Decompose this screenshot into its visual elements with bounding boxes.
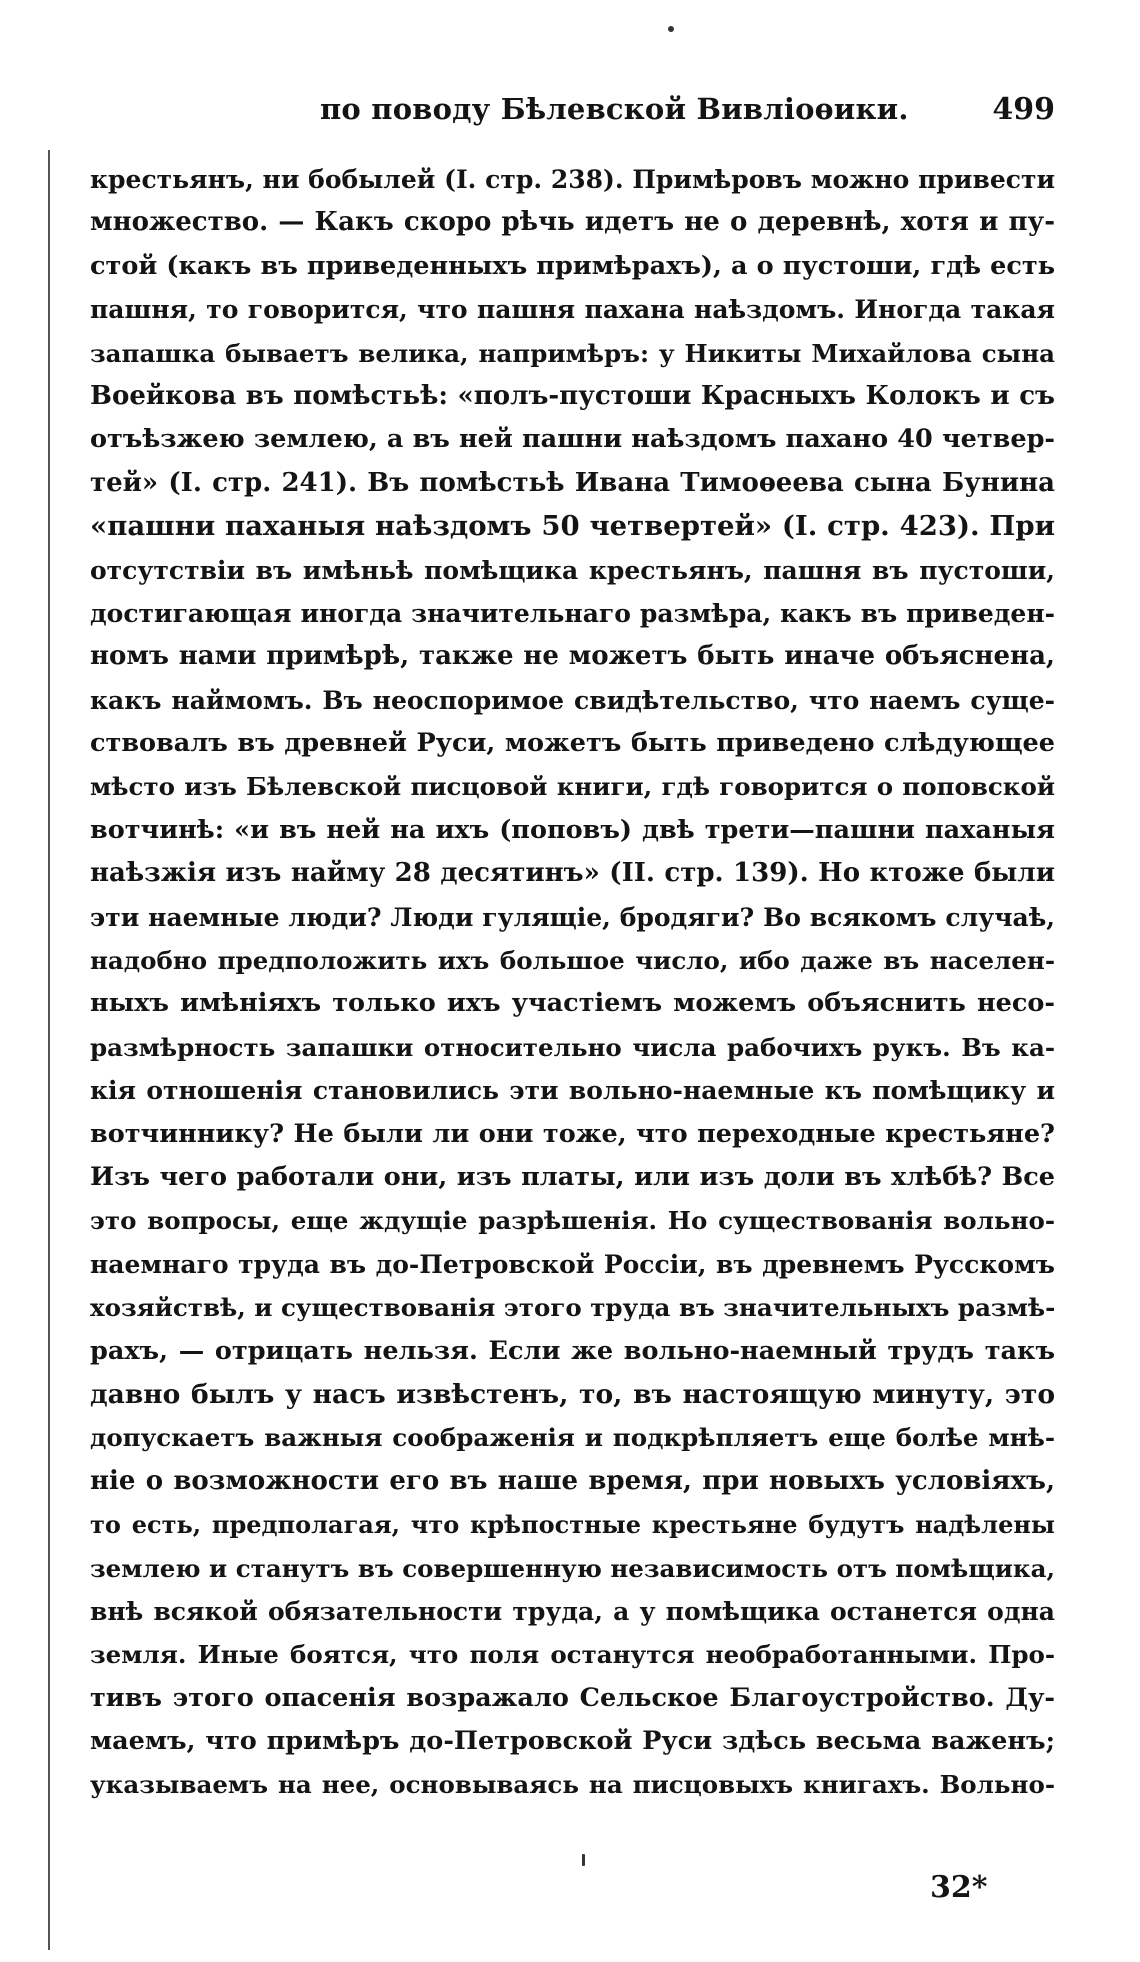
text-line: мѣсто изъ Бѣлевской писцовой книги, гдѣ говорится о поповской	[90, 772, 1055, 802]
text-line: тивъ этого опасенія возражало Сельское Благоустройство. Ду-	[90, 1682, 1055, 1713]
text-line: пашня, то говорится, что пашня пахана наѣздомъ. Иногда такая	[90, 295, 1055, 325]
text-line: маемъ, что примѣръ до-Петровской Руси здѣсь весьма важенъ;	[90, 1726, 1055, 1757]
text-line: стой (какъ въ приведенныхъ примѣрахъ), а о пустоши, гдѣ есть	[90, 250, 1055, 281]
text-line: вотчиннику? Не были ли они тоже, что переходные крестьяне?	[90, 1118, 1055, 1149]
text-line: земля. Иные боятся, что поля останутся необработанными. Про-	[90, 1640, 1055, 1670]
text-line: ніе о возможности его въ наше время, при новыхъ условіяхъ,	[90, 1465, 1055, 1496]
text-line: Воейкова въ помѣстьѣ: «полъ-пустоши Красныхъ Колокъ и съ	[90, 380, 1055, 411]
running-title: по поводу Бѣлевской Вивліоѳики.	[320, 92, 909, 126]
text-line: размѣрность запашки относительно числа рабочихъ рукъ. Въ ка-	[90, 1032, 1055, 1062]
text-line: допускаетъ важныя соображенія и подкрѣпляетъ еще болѣе мнѣ-	[90, 1423, 1055, 1453]
text-line: достигающая иногда значительнаго размѣра, какъ въ приведен-	[90, 598, 1055, 628]
text-line: отсутствіи въ имѣньѣ помѣщика крестьянъ, пашня въ пустоши,	[90, 555, 1055, 585]
page-number: 499	[992, 92, 1055, 127]
text-line: какъ наймомъ. Въ неоспоримое свидѣтельство, что наемъ суще-	[90, 685, 1055, 715]
scan-margin-line	[48, 150, 50, 1950]
text-line: кія отношенія становились эти вольно-наемные къ помѣщику и	[90, 1076, 1055, 1106]
text-line: давно былъ у насъ извѣстенъ, то, въ настоящую минуту, это	[90, 1378, 1055, 1410]
text-line: запашка бываетъ велика, напримѣръ: у Никиты Михайлова сына	[90, 338, 1055, 368]
text-line: то есть, предполагая, что крѣпостные крестьяне будутъ надѣлены	[90, 1510, 1055, 1540]
body-text	[90, 158, 1055, 1807]
scan-speck	[582, 1854, 585, 1866]
text-line: это вопросы, еще ждущіе разрѣшенія. Но существованія вольно-	[90, 1206, 1055, 1236]
text-line: землею и станутъ въ совершенную независимость отъ помѣщика,	[90, 1553, 1055, 1583]
text-line: крестьянъ, ни бобылей (I. стр. 238). Примѣровъ можно привести	[90, 165, 1055, 194]
text-line: эти наемные люди? Люди гулящіе, бродяги? Во всякомъ случаѣ,	[90, 902, 1055, 932]
text-line: указываемъ на нее, основываясь на писцовыхъ книгахъ. Вольно-	[90, 1770, 1055, 1800]
text-line: отъѣзжею землею, а въ ней пашни наѣздомъ пахано 40 четвер-	[90, 424, 1055, 455]
running-head	[90, 92, 1055, 132]
text-line: номъ нами примѣрѣ, также не можетъ быть иначе объяснена,	[90, 641, 1055, 672]
scan-speck	[668, 26, 674, 32]
text-line: вотчинѣ: «и въ ней на ихъ (поповъ) двѣ трети—пашни паханыя	[90, 814, 1055, 845]
text-line: множество. — Какъ скоро рѣчь идетъ не о деревнѣ, хотя и пу-	[90, 207, 1055, 238]
text-line: «пашни паханыя наѣздомъ 50 четвертей» (I. стр. 423). При	[90, 510, 1055, 543]
text-line: рахъ, — отрицать нельзя. Если же вольно-наемный трудъ такъ	[90, 1335, 1055, 1366]
text-line: наѣзжія изъ найму 28 десятинъ» (II. стр. 139). Но ктоже были	[90, 858, 1055, 889]
text-line: внѣ всякой обязательности труда, а у помѣщика останется одна	[90, 1596, 1055, 1626]
text-line: надобно предположить ихъ большое число, ибо даже въ населен-	[90, 946, 1055, 976]
text-line: Изъ чего работали они, изъ платы, или изъ доли въ хлѣбѣ? Все	[90, 1161, 1055, 1192]
text-line: хозяйствѣ, и существованія этого труда въ значительныхъ размѣ-	[90, 1293, 1056, 1323]
text-line: наемнаго труда въ до-Петровской Россіи, въ древнемъ Русскомъ	[90, 1249, 1055, 1279]
text-line: тей» (I. стр. 241). Въ помѣстьѣ Ивана Тимоѳеева сына Бунина	[90, 467, 1055, 498]
text-line: ныхъ имѣніяхъ только ихъ участіемъ можемъ объяснить несо-	[90, 988, 1055, 1019]
text-line: ствовалъ въ древней Руси, можетъ быть приведено слѣдующее	[90, 728, 1055, 759]
signature-mark: 32*	[930, 1870, 988, 1905]
